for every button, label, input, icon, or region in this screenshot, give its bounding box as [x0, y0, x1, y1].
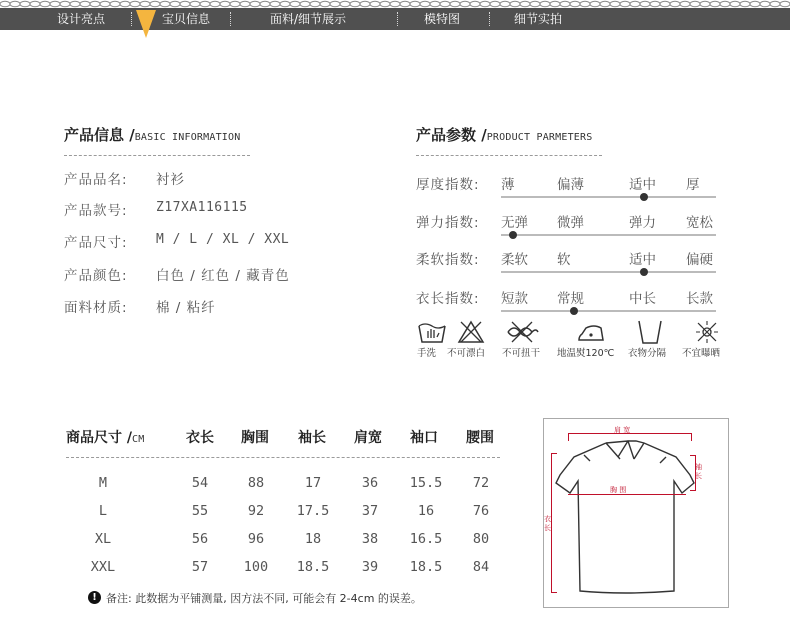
- size-table-title: 商品尺寸 /: [66, 430, 132, 446]
- param-option: 长款: [686, 291, 713, 307]
- size-table-unit: CM: [132, 434, 145, 445]
- param-option: 偏硬: [686, 252, 713, 268]
- param-label: 厚度指数:: [416, 177, 480, 193]
- top-navigation-bar: [0, 8, 790, 30]
- size-table-cell: 16: [417, 503, 435, 519]
- size-row-label: M: [98, 475, 108, 491]
- param-option: 厚: [686, 177, 700, 193]
- size-note: 备注: 此数据为平铺测量, 因方法不同, 可能会有 2-4cm 的误差。: [106, 592, 422, 605]
- basic-info-divider: [64, 155, 250, 156]
- param-scale-track: [501, 271, 716, 273]
- chest-measure-label: 胸 围: [610, 486, 627, 494]
- sleeve-measure-label: 袖 长: [695, 463, 702, 480]
- info-value-material: 棉 / 粘纤: [156, 300, 216, 316]
- param-scale-track: [501, 310, 716, 312]
- info-label-colors: 产品颜色:: [64, 268, 128, 284]
- care-label-no-wring: 不可扭干: [502, 348, 541, 359]
- size-table-cell: 39: [361, 559, 379, 575]
- parameters-heading: [416, 124, 592, 145]
- size-row-label: XL: [94, 531, 112, 547]
- param-option: 无弹: [501, 215, 528, 231]
- size-table-cell: 37: [361, 503, 379, 519]
- info-value-style-number: Z17XA116115: [156, 200, 248, 215]
- column-header-shoulder: 肩宽: [354, 430, 382, 446]
- nav-item-product-info[interactable]: 宝贝信息: [162, 12, 211, 26]
- param-selected-marker: [509, 231, 517, 239]
- param-option: 短款: [501, 291, 528, 307]
- size-table-cell: 18.5: [296, 559, 330, 575]
- size-table-cell: 57: [191, 559, 209, 575]
- info-label-style-number: 产品款号:: [64, 203, 128, 219]
- param-selected-marker: [640, 268, 648, 276]
- size-table-cell: 80: [472, 531, 490, 547]
- nav-item-model-photos[interactable]: 模特图: [424, 12, 461, 26]
- chain-border-decoration: [0, 0, 790, 8]
- size-row-label: L: [98, 503, 108, 519]
- shoulder-measure-label: 肩 宽: [614, 426, 631, 434]
- size-table-cell: 16.5: [409, 531, 443, 547]
- size-table-cell: 72: [472, 475, 490, 491]
- param-option: 柔软: [501, 252, 528, 268]
- info-label-material: 面料材质:: [64, 300, 128, 316]
- measurement-diagram: [543, 418, 729, 608]
- size-table-cell: 15.5: [409, 475, 443, 491]
- basic-info-title: 产品信息 /: [64, 126, 135, 144]
- basic-info-subtitle: BASIC INFORMATION: [134, 132, 241, 143]
- nav-separator: [131, 12, 132, 26]
- no-sun-dry-icon: [690, 318, 724, 346]
- length-measure-label: 衣 长: [544, 515, 551, 532]
- size-table-cell: 76: [472, 503, 490, 519]
- basic-info-heading: [64, 124, 240, 145]
- size-table-cell: 54: [191, 475, 209, 491]
- care-label-hand-wash: 手洗: [417, 348, 437, 359]
- param-option: 宽松: [686, 215, 713, 231]
- param-label: 柔软指数:: [416, 252, 480, 268]
- size-table-divider: [66, 457, 500, 458]
- size-table-cell: 88: [247, 475, 265, 491]
- param-option: 弹力: [629, 215, 656, 231]
- parameters-title: 产品参数 /: [416, 126, 487, 144]
- column-header-cuff: 袖口: [410, 430, 438, 446]
- chest-measure-line: [568, 494, 686, 495]
- care-label-no-sun-dry: 不宜曝晒: [682, 348, 721, 359]
- hand-wash-icon: [416, 318, 450, 346]
- care-label-low-iron: 地温熨120℃: [557, 348, 615, 359]
- param-option: 软: [557, 252, 571, 268]
- size-table-cell: 18.5: [409, 559, 443, 575]
- care-label-wash-separately: 衣物分隔: [628, 348, 667, 359]
- parameters-subtitle: PRODUCT PARMETERS: [486, 132, 593, 143]
- param-label: 弹力指数:: [416, 215, 480, 231]
- size-table-cell: 18: [304, 531, 322, 547]
- size-table-cell: 96: [247, 531, 265, 547]
- tshirt-outline-icon: [544, 419, 730, 609]
- nav-separator: [489, 12, 490, 26]
- param-option: 中长: [629, 291, 656, 307]
- param-scale-track: [501, 234, 716, 236]
- param-option: 适中: [629, 252, 656, 268]
- size-table-heading: [66, 427, 144, 447]
- size-table-cell: 55: [191, 503, 209, 519]
- param-selected-marker: [640, 193, 648, 201]
- column-header-length: 衣长: [186, 430, 214, 446]
- nav-item-detail-photos[interactable]: 细节实拍: [514, 12, 563, 26]
- info-value-name: 衬衫: [156, 172, 185, 188]
- size-table-cell: 100: [243, 559, 269, 575]
- size-table-cell: 84: [472, 559, 490, 575]
- nav-separator: [230, 12, 231, 26]
- wash-separately-icon: [633, 318, 667, 346]
- low-iron-icon: [574, 318, 608, 346]
- active-tab-arrow-icon: [136, 10, 156, 38]
- info-label-sizes: 产品尺寸:: [64, 235, 128, 251]
- info-label-name: 产品品名:: [64, 172, 128, 188]
- nav-item-design-highlights[interactable]: 设计亮点: [57, 12, 106, 26]
- column-header-waist: 腰围: [466, 430, 494, 446]
- nav-item-fabric-details[interactable]: 面料/细节展示: [270, 12, 347, 26]
- size-table-cell: 36: [361, 475, 379, 491]
- info-value-colors: 白色 / 红色 / 藏青色: [156, 268, 290, 284]
- size-table-cell: 17.5: [296, 503, 330, 519]
- size-row-label: XXL: [90, 559, 116, 575]
- param-option: 常规: [557, 291, 584, 307]
- size-table-cell: 17: [304, 475, 322, 491]
- param-scale-track: [501, 196, 716, 198]
- param-option: 微弹: [557, 215, 584, 231]
- nav-separator: [397, 12, 398, 26]
- size-table-cell: 92: [247, 503, 265, 519]
- parameters-divider: [416, 155, 602, 156]
- column-header-chest: 胸围: [241, 430, 269, 446]
- param-label: 衣长指数:: [416, 291, 480, 307]
- warning-icon: !: [88, 591, 101, 604]
- no-wring-icon: [505, 318, 539, 346]
- param-option: 适中: [629, 177, 656, 193]
- param-selected-marker: [570, 307, 578, 315]
- info-value-sizes: M / L / XL / XXL: [156, 232, 290, 247]
- param-option: 偏薄: [557, 177, 584, 193]
- size-table-cell: 38: [361, 531, 379, 547]
- param-option: 薄: [501, 177, 515, 193]
- column-header-sleeve: 袖长: [298, 430, 326, 446]
- size-table-cell: 56: [191, 531, 209, 547]
- no-bleach-icon: [454, 318, 488, 346]
- care-label-no-bleach: 不可漂白: [447, 348, 486, 359]
